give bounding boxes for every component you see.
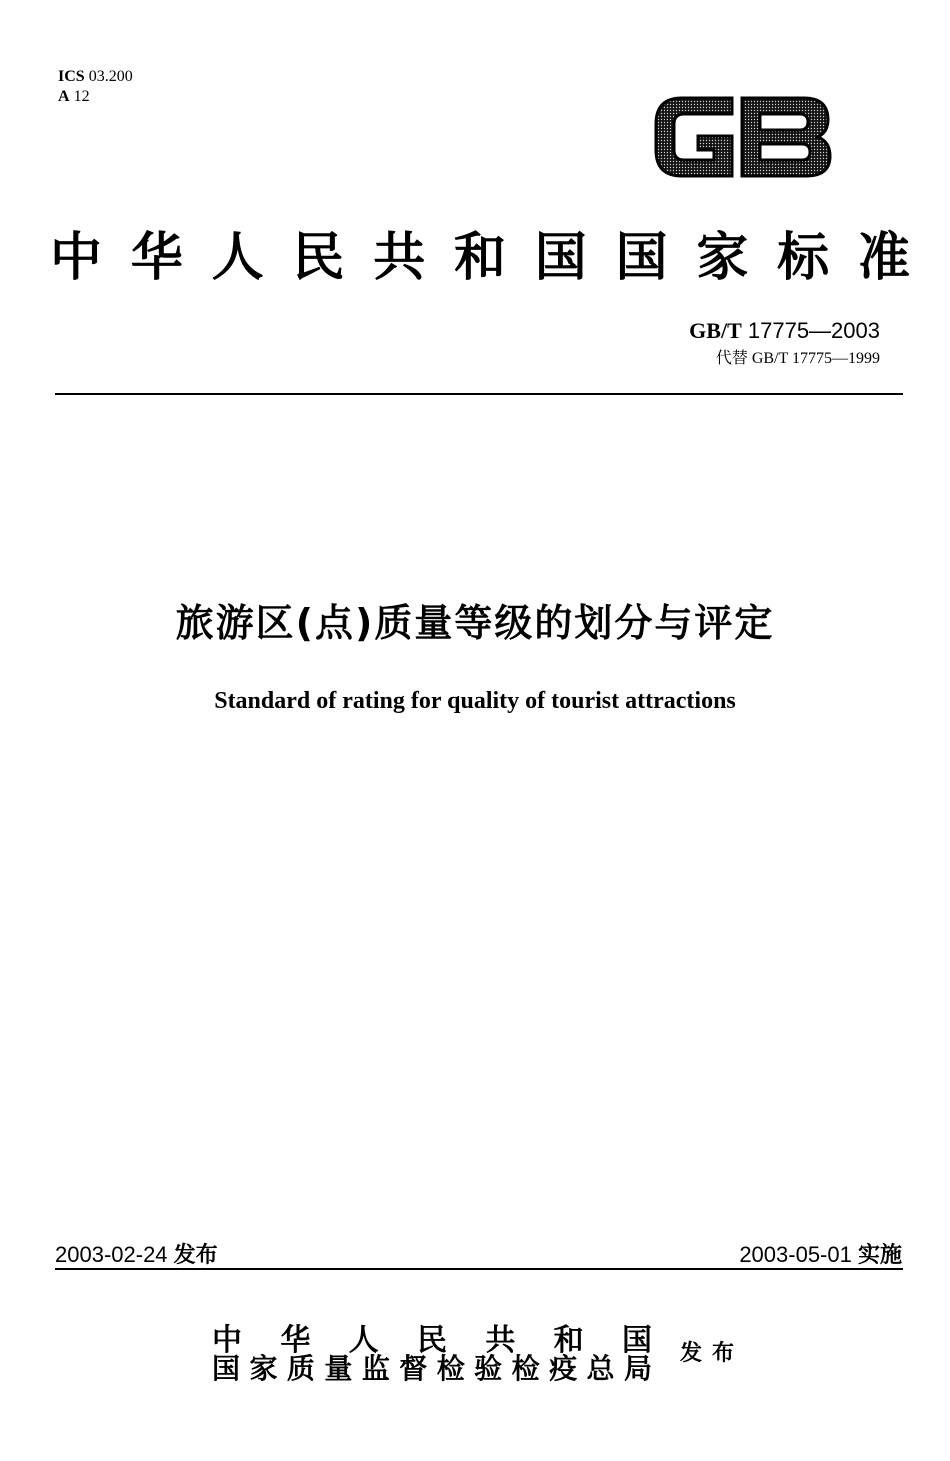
standard-number xyxy=(689,318,880,344)
title-char: 国 xyxy=(534,227,587,288)
title-char: 共 xyxy=(373,227,426,288)
ics-label: ICS xyxy=(58,68,85,85)
ics-value: 03.200 xyxy=(88,68,133,85)
issuer-char: 国 xyxy=(621,1323,652,1358)
publish-label: 发布 xyxy=(680,1341,745,1366)
issuer-char: 检 xyxy=(436,1352,465,1385)
issuer-char: 中 xyxy=(212,1323,242,1358)
implement-date xyxy=(739,1238,902,1269)
national-standard-title xyxy=(50,222,910,288)
ccs-code xyxy=(58,88,90,106)
issue-date xyxy=(55,1238,218,1269)
issuer-char: 检 xyxy=(511,1352,540,1385)
issuer-char: 和 xyxy=(553,1323,584,1358)
standard-code: 17775—2003 xyxy=(747,318,880,343)
issuer-char: 人 xyxy=(348,1323,379,1358)
title-char: 和 xyxy=(453,227,506,288)
issuer-char: 疫 xyxy=(549,1352,578,1385)
top-divider xyxy=(55,393,903,395)
bottom-divider xyxy=(55,1268,903,1270)
title-char: 中 xyxy=(50,227,103,288)
replaces-standard: 代替 GB/T 17775—1999 xyxy=(715,350,880,367)
standard-prefix: GB/T xyxy=(689,318,742,343)
document-title-en: Standard of rating for quality of tourist attractions xyxy=(214,688,736,714)
issuer-char: 监 xyxy=(361,1352,390,1385)
implement-date-suffix: 实施 xyxy=(857,1243,902,1268)
issuer-char: 局 xyxy=(623,1352,652,1385)
title-char: 国 xyxy=(615,227,668,288)
implement-date-value: 2003-05-01 xyxy=(739,1242,852,1267)
ccs-value: 12 xyxy=(73,88,90,105)
issuer-char: 共 xyxy=(485,1323,516,1358)
issuer-char: 量 xyxy=(324,1352,353,1385)
title-char: 标 xyxy=(777,227,830,288)
issuer-char: 质 xyxy=(286,1352,315,1385)
gb-logo xyxy=(648,88,836,186)
title-char: 民 xyxy=(292,227,345,288)
issuer-char: 督 xyxy=(399,1352,428,1385)
issue-date-value: 2003-02-24 xyxy=(55,1242,168,1267)
ics-code xyxy=(58,68,133,86)
issue-date-suffix: 发布 xyxy=(173,1243,218,1268)
issuer-char: 总 xyxy=(586,1352,615,1385)
document-title-zh: 旅游区(点)质量等级的划分与评定 xyxy=(175,601,775,645)
title-char: 华 xyxy=(130,227,183,288)
title-char: 家 xyxy=(696,227,749,288)
title-char: 准 xyxy=(857,227,910,288)
ccs-label: A xyxy=(58,88,70,105)
title-char: 人 xyxy=(211,227,264,288)
issuer-line-2 xyxy=(212,1350,652,1384)
issuer-char: 华 xyxy=(280,1323,311,1358)
issuer-char: 民 xyxy=(416,1323,447,1358)
issuer-char: 家 xyxy=(249,1352,278,1385)
issuer-char: 国 xyxy=(212,1352,241,1385)
issuer-char: 验 xyxy=(474,1352,503,1385)
